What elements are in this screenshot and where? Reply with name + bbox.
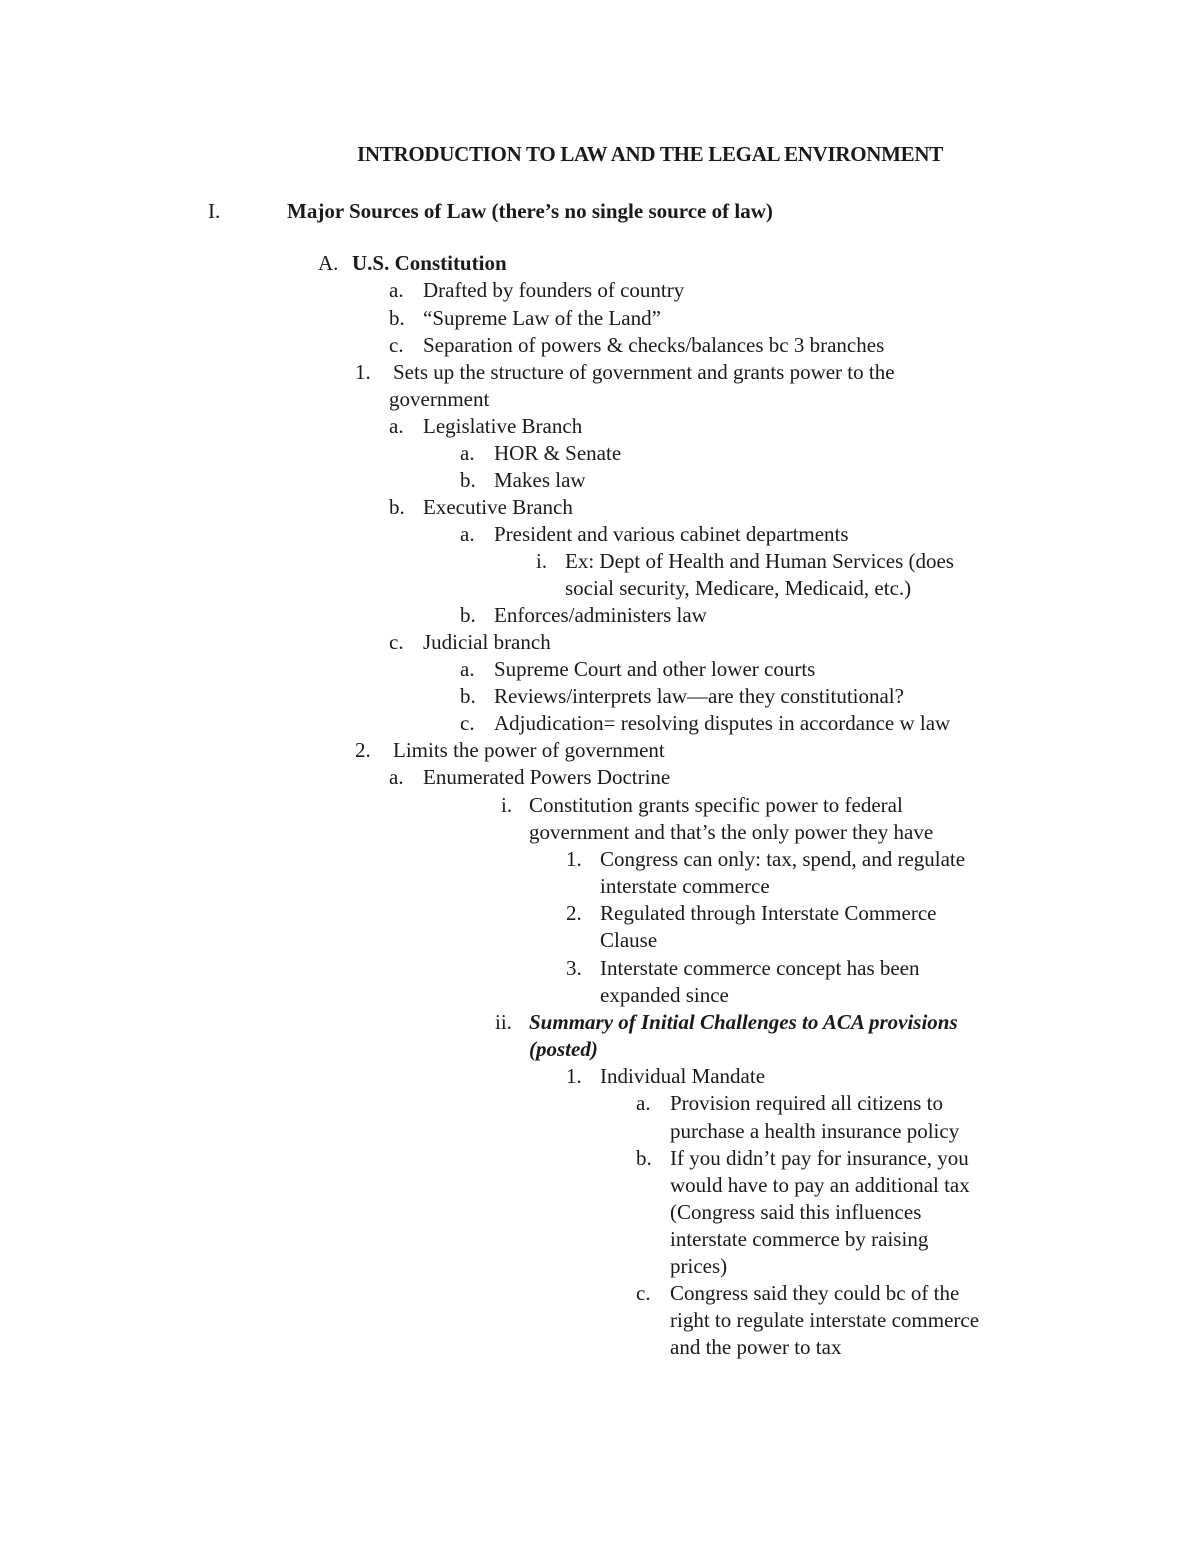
list-item-continuation: prices)	[670, 1254, 728, 1278]
list-item: Summary of Initial Challenges to ACA provisions	[529, 1010, 958, 1034]
list-item-continuation: government	[389, 387, 490, 411]
list-marker: a.	[460, 441, 475, 465]
list-marker: 2.	[355, 738, 371, 762]
list-item: Legislative Branch	[423, 414, 583, 438]
list-marker: 1.	[566, 847, 582, 871]
list-marker: b.	[460, 603, 476, 627]
list-item-continuation: interstate commerce by raising	[670, 1227, 929, 1251]
list-item: Separation of powers & checks/balances bc 3 branches	[423, 333, 885, 357]
list-item: If you didn’t pay for insurance, you	[670, 1146, 969, 1170]
document-title: INTRODUCTION TO LAW AND THE LEGAL ENVIRONMENT	[357, 142, 943, 166]
section-marker: I.	[208, 199, 221, 223]
list-item: “Supreme Law of the Land”	[423, 306, 661, 330]
list-marker: a.	[460, 657, 475, 681]
list-item-continuation: would have to pay an additional tax	[670, 1173, 970, 1197]
list-marker: 3.	[566, 956, 582, 980]
list-item: Supreme Court and other lower courts	[494, 657, 816, 681]
list-item-continuation: (posted)	[529, 1037, 598, 1061]
list-item: Congress said they could bc of the	[670, 1281, 960, 1305]
list-item-continuation: Clause	[600, 928, 658, 952]
list-item: Drafted by founders of country	[423, 278, 685, 302]
list-marker: c.	[460, 711, 475, 735]
list-item: Enumerated Powers Doctrine	[423, 765, 671, 789]
list-marker: b.	[389, 495, 405, 519]
list-marker: 1.	[355, 360, 371, 384]
list-item: Judicial branch	[423, 630, 551, 654]
list-item: President and various cabinet departments	[494, 522, 849, 546]
list-item-continuation: right to regulate interstate commerce	[670, 1308, 980, 1332]
list-marker: c.	[389, 630, 404, 654]
list-item-continuation: (Congress said this influences	[670, 1200, 922, 1224]
subsection-heading: U.S. Constitution	[352, 251, 507, 275]
list-item-continuation: expanded since	[600, 983, 729, 1007]
list-marker: ii.	[495, 1010, 512, 1034]
list-marker: 1.	[566, 1064, 582, 1088]
list-marker: i.	[501, 793, 513, 817]
list-marker: a.	[460, 522, 475, 546]
list-item: Provision required all citizens to	[670, 1091, 943, 1115]
list-item-continuation: government and that’s the only power they have	[529, 820, 934, 844]
list-marker: b.	[389, 306, 405, 330]
list-item: Limits the power of government	[393, 738, 665, 762]
list-marker: c.	[636, 1281, 651, 1305]
list-item-continuation: and the power to tax	[670, 1335, 842, 1359]
list-item: Congress can only: tax, spend, and regulate	[600, 847, 966, 871]
section-heading: Major Sources of Law (there’s no single source of law)	[287, 199, 773, 223]
list-marker: b.	[460, 684, 476, 708]
list-item-continuation: social security, Medicare, Medicaid, etc.)	[565, 576, 912, 600]
list-item: Sets up the structure of government and grants power to the	[393, 360, 895, 384]
list-marker: b.	[636, 1146, 652, 1170]
list-marker: 2.	[566, 901, 582, 925]
list-item: Ex: Dept of Health and Human Services (does	[565, 549, 954, 573]
list-item: Makes law	[494, 468, 586, 492]
list-item: Adjudication= resolving disputes in accordance w law	[494, 711, 951, 735]
list-item: HOR & Senate	[494, 441, 622, 465]
list-marker: i.	[536, 549, 548, 573]
list-marker: c.	[389, 333, 404, 357]
list-item: Individual Mandate	[600, 1064, 766, 1088]
list-item: Regulated through Interstate Commerce	[600, 901, 937, 925]
list-marker: a.	[389, 765, 404, 789]
list-item: Constitution grants specific power to federal	[529, 793, 903, 817]
list-item-continuation: purchase a health insurance policy	[670, 1119, 960, 1143]
list-marker: b.	[460, 468, 476, 492]
subsection-marker: A.	[318, 251, 339, 275]
list-item: Enforces/administers law	[494, 603, 707, 627]
list-marker: a.	[636, 1091, 651, 1115]
list-item-continuation: interstate commerce	[600, 874, 770, 898]
list-item: Reviews/interprets law—are they constitutional?	[494, 684, 904, 708]
list-marker: a.	[389, 414, 404, 438]
list-marker: a.	[389, 278, 404, 302]
list-item: Interstate commerce concept has been	[600, 956, 920, 980]
list-item: Executive Branch	[423, 495, 573, 519]
